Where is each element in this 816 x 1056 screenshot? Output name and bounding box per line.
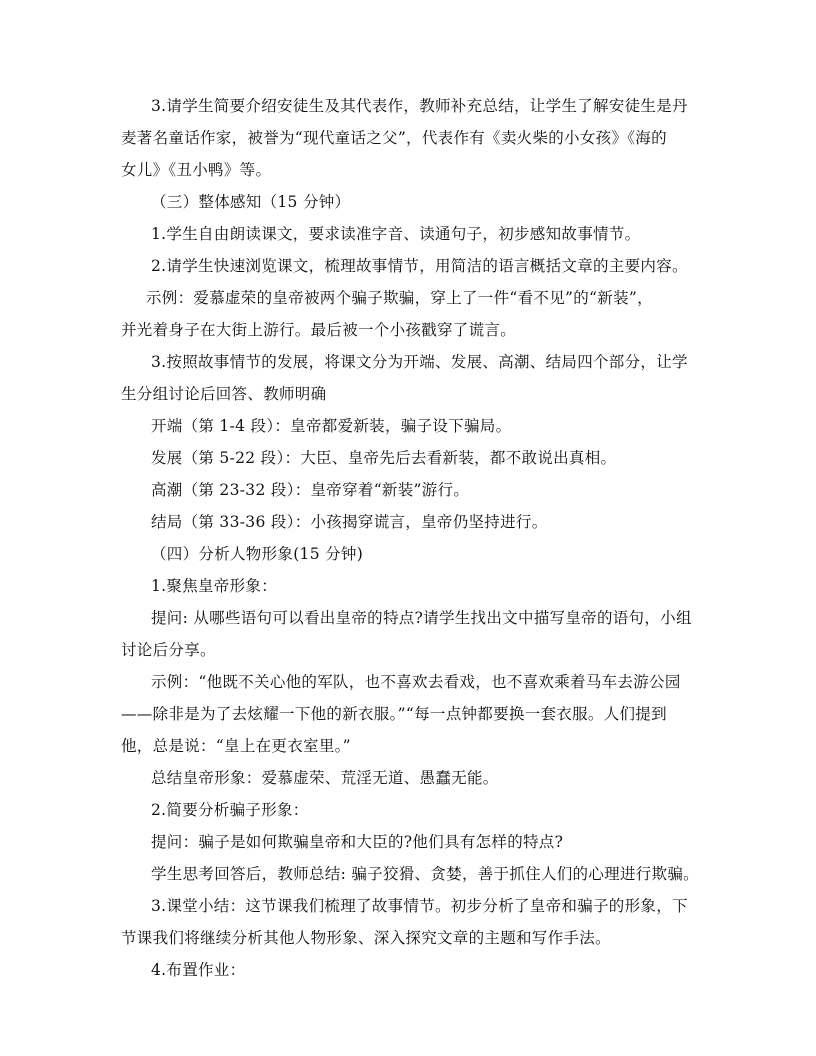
paragraph-line: 3.请学生简要介绍安徒生及其代表作，教师补充总结，让学生了解安徒生是丹 xyxy=(151,97,688,115)
paragraph-line: 开端（第 1-4 段）：皇帝都爱新装，骗子设下骗局。 xyxy=(151,417,512,435)
paragraph-line: 高潮（第 23-32 段）：皇帝穿着“新装”游行。 xyxy=(151,481,470,499)
paragraph-line: 发展（第 5-22 段）：大臣、皇帝先后去看新装，都不敢说出真相。 xyxy=(151,449,617,467)
paragraph-line: ——除非是为了去炫耀一下他的新衣服。”“每一点钟都要换一套衣服。人们提到 xyxy=(121,705,667,723)
paragraph-line: 节课我们将继续分析其他人物形象、深入探究文章的主题和写作手法。 xyxy=(121,929,611,947)
paragraph-line: 3.课堂小结：这节课我们梳理了故事情节。初步分析了皇帝和骗子的形象，下 xyxy=(151,897,688,915)
paragraph-line: 提问：骗子是如何欺骗皇帝和大臣的?他们具有怎样的特点? xyxy=(151,833,564,851)
paragraph-line: 示例：爱慕虚荣的皇帝被两个骗子欺骗，穿上了一件“看不见”的“新装”， xyxy=(146,289,653,307)
paragraph-line: 他，总是说：“皇上在更衣室里。” xyxy=(121,737,351,755)
paragraph-line: 1.聚焦皇帝形象： xyxy=(151,577,277,595)
paragraph-line: 2.请学生快速浏览课文，梳理故事情节，用简洁的语言概括文章的主要内容。 xyxy=(151,257,688,275)
paragraph-line: 结局（第 33-36 段）：小孩揭穿谎言，皇帝仍坚持进行。 xyxy=(151,513,548,531)
paragraph-line: 4.布置作业： xyxy=(151,961,246,979)
paragraph-line: 示例：“他既不关心他的军队，也不喜欢去看戏，也不喜欢乘着马车去游公园 xyxy=(151,673,681,691)
paragraph-line: 讨论后分享。 xyxy=(121,641,216,659)
paragraph-line: 并光着身子在大街上游行。最后被一个小孩戳穿了谎言。 xyxy=(121,321,517,339)
paragraph-line: 麦著名童话作家，被誉为“现代童话之父”，代表作有《卖火柴的小女孩》《海的 xyxy=(121,129,667,147)
paragraph-line: 总结皇帝形象：爱慕虚荣、荒淫无道、愚蠢无能。 xyxy=(151,769,499,787)
paragraph-line: 生分组讨论后回答、教师明确 xyxy=(121,385,327,403)
paragraph-line: 女儿》《丑小鸭》等。 xyxy=(121,161,272,179)
paragraph-line: 提问: 从哪些语句可以看出皇帝的特点?请学生找出文中描写皇帝的语句，小组 xyxy=(151,609,692,627)
section-heading: （四）分析人物形象(15 分钟) xyxy=(151,545,364,563)
section-heading: （三）整体感知（15 分钟） xyxy=(151,193,351,211)
paragraph-line: 1.学生自由朗读课文，要求读准字音、读通句子，初步感知故事情节。 xyxy=(151,225,641,243)
paragraph-line: 学生思考回答后，教师总结: 骗子狡猾、贪婪，善于抓住人们的心理进行欺骗。 xyxy=(151,865,699,883)
paragraph-line: 3.按照故事情节的发展，将课文分为开端、发展、高潮、结局四个部分，让学 xyxy=(151,353,688,371)
paragraph-line: 2.简要分析骗子形象： xyxy=(151,801,309,819)
